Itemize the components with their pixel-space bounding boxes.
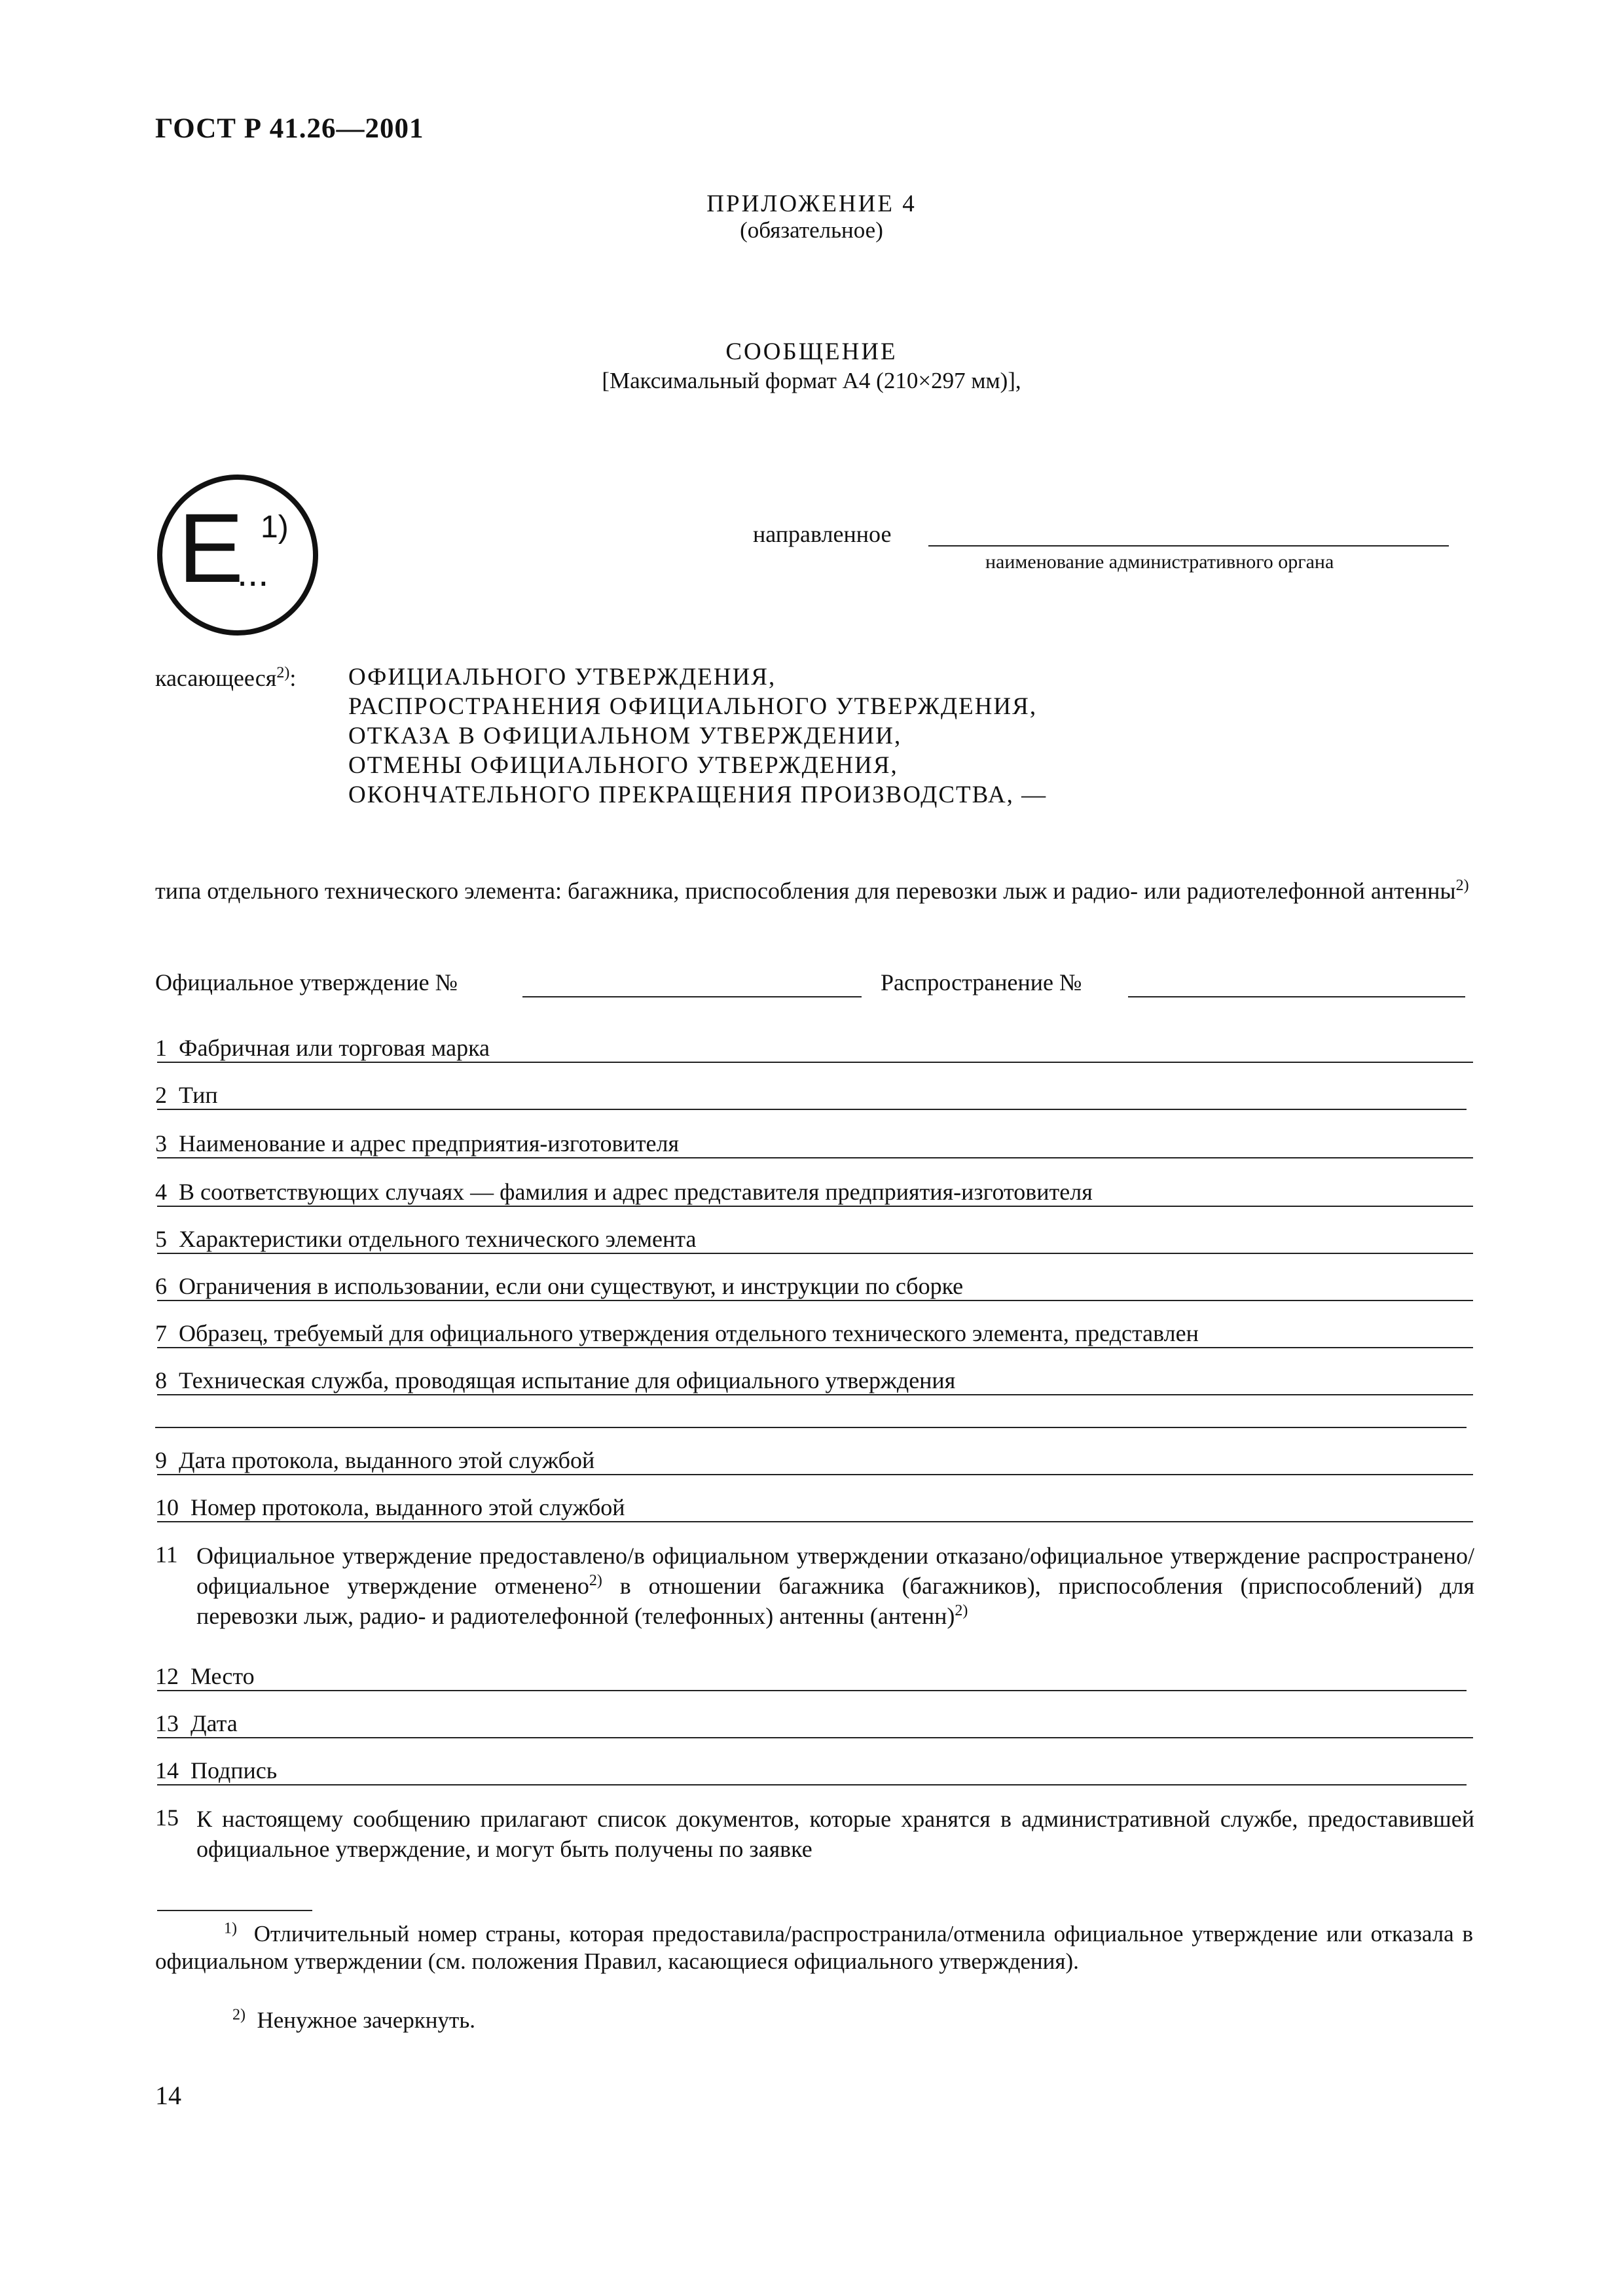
concerning-option: РАСПРОСТРАНЕНИЯ ОФИЦИАЛЬНОГО УТВЕРЖДЕНИЯ, xyxy=(348,693,1038,720)
sent-to-label: направленное xyxy=(753,521,892,547)
form-item: 5 Характеристики отдельного технического элемента xyxy=(155,1225,705,1253)
message-title: СООБЩЕНИЕ xyxy=(725,338,898,365)
footnote-ref: 2) xyxy=(955,1602,968,1619)
form-item: 4 В соответствующих случаях — фамилия и адрес представителя предприятия-изготовителя xyxy=(155,1178,1102,1206)
footnote-ref: 2) xyxy=(1455,877,1469,894)
form-item: 6 Ограничения в использовании, если они существуют, и инструкции по сборке xyxy=(155,1272,972,1300)
item-8-field[interactable] xyxy=(157,1394,1473,1395)
footnote-separator xyxy=(157,1910,312,1911)
item-13-field[interactable] xyxy=(157,1737,1473,1738)
extension-number-field[interactable] xyxy=(1128,996,1465,997)
form-item: 3 Наименование и адрес предприятия-изготовителя xyxy=(155,1130,688,1157)
item-number: 11 xyxy=(155,1541,178,1568)
footnote-ref: 2) xyxy=(276,664,290,681)
item-6-field[interactable] xyxy=(157,1300,1473,1301)
footnote-ref: 2) xyxy=(589,1572,602,1589)
sent-to-field[interactable] xyxy=(928,545,1449,547)
item-14-field[interactable] xyxy=(157,1784,1467,1785)
footnote-2: $^{2)}$ Ненужное зачеркнуть. xyxy=(232,2006,476,2033)
concerning-label: касающееся$^{2)}$: xyxy=(155,664,297,691)
item-2-field[interactable] xyxy=(157,1109,1467,1110)
item-12-field[interactable] xyxy=(157,1690,1467,1691)
item-3-field[interactable] xyxy=(157,1157,1473,1158)
item-7-field[interactable] xyxy=(157,1347,1473,1348)
item-8-field-continuation[interactable] xyxy=(155,1427,1467,1428)
item-4-field[interactable] xyxy=(157,1206,1473,1207)
item-1-field[interactable] xyxy=(157,1062,1473,1063)
item-10-field[interactable] xyxy=(157,1521,1473,1522)
extension-number-label: Распространение № xyxy=(881,969,1082,996)
approval-mark-footnote-ref: 1) xyxy=(261,510,289,545)
form-item: 13 Дата xyxy=(155,1710,247,1737)
form-item: 9 Дата протокола, выданного этой службой xyxy=(155,1446,604,1474)
concerning-options xyxy=(348,662,1047,810)
concerning-option: ОКОНЧАТЕЛЬНОГО ПРЕКРАЩЕНИЯ ПРОИЗВОДСТВА, — xyxy=(348,781,1048,808)
form-item: 12 Место xyxy=(155,1662,264,1690)
item-9-field[interactable] xyxy=(157,1474,1473,1475)
sent-to-caption: наименование административного органа xyxy=(985,551,1334,573)
approval-mark-letter: E xyxy=(178,493,244,603)
approval-mark-dots: ... xyxy=(237,552,269,594)
type-description: типа отдельного технического элемента: багажника, приспособления для перевозки лыж и радио- или радиотелефонной антенны$^{2)}$ xyxy=(155,877,1469,904)
concerning-option: ОФИЦИАЛЬНОГО УТВЕРЖДЕНИЯ, xyxy=(348,664,776,691)
appendix-subtitle: (обязательное) xyxy=(740,217,883,243)
approval-number-label: Официальное утверждение № xyxy=(155,969,458,996)
concerning-option: ОТКАЗА В ОФИЦИАЛЬНОМ УТВЕРЖДЕНИИ, xyxy=(348,723,902,749)
form-item: 14 Подпись xyxy=(155,1757,286,1784)
form-item: 10 Номер протокола, выданного этой службой xyxy=(155,1494,634,1521)
message-format: [Максимальный формат А4 (210×297 мм)], xyxy=(602,368,1021,393)
form-item: 8 Техническая служба, проводящая испытание для официального утверждения xyxy=(155,1367,964,1394)
footnote-1: $^{1)}$ Отличительный номер страны, которая предоставила/распространила/отменила официальное утверждение или отказала в официальном утверждении (см. положения Правил, касающиеся официального утверждения). xyxy=(155,1920,1473,1974)
form-item: 2 Тип xyxy=(155,1081,227,1109)
page-number: 14 xyxy=(155,2081,181,2110)
form-item: 1 Фабричная или торговая марка xyxy=(155,1034,499,1062)
item-11-text: Официальное утверждение предоставлено/в официальном утверждении отказано/официальное утверждение распространено/официальное утверждение отменено$^{2)}$ в отношении багажника (багажников), приспособления (приспособлений) для перевозки лыж, радио- и радиотелефонной (телефонных) антенны (антенн)$^{2)}$ xyxy=(196,1543,1475,1629)
approval-number-field[interactable] xyxy=(522,996,862,997)
item-number: 15 xyxy=(155,1804,179,1831)
concerning-option: ОТМЕНЫ ОФИЦИАЛЬНОГО УТВЕРЖДЕНИЯ, xyxy=(348,752,898,779)
form-item: 7 Образец, требуемый для официального утверждения отдельного технического элемента, представлен xyxy=(155,1319,1208,1347)
appendix-title: ПРИЛОЖЕНИЕ 4 xyxy=(706,190,917,217)
item-15-text: К настоящему сообщению прилагают список документов, которые хранятся в административной службе, предоставившей официальное утверждение, и могут быть получены по заявке xyxy=(196,1806,1474,1862)
item-5-field[interactable] xyxy=(157,1253,1473,1254)
document-code: ГОСТ Р 41.26—2001 xyxy=(155,113,424,144)
